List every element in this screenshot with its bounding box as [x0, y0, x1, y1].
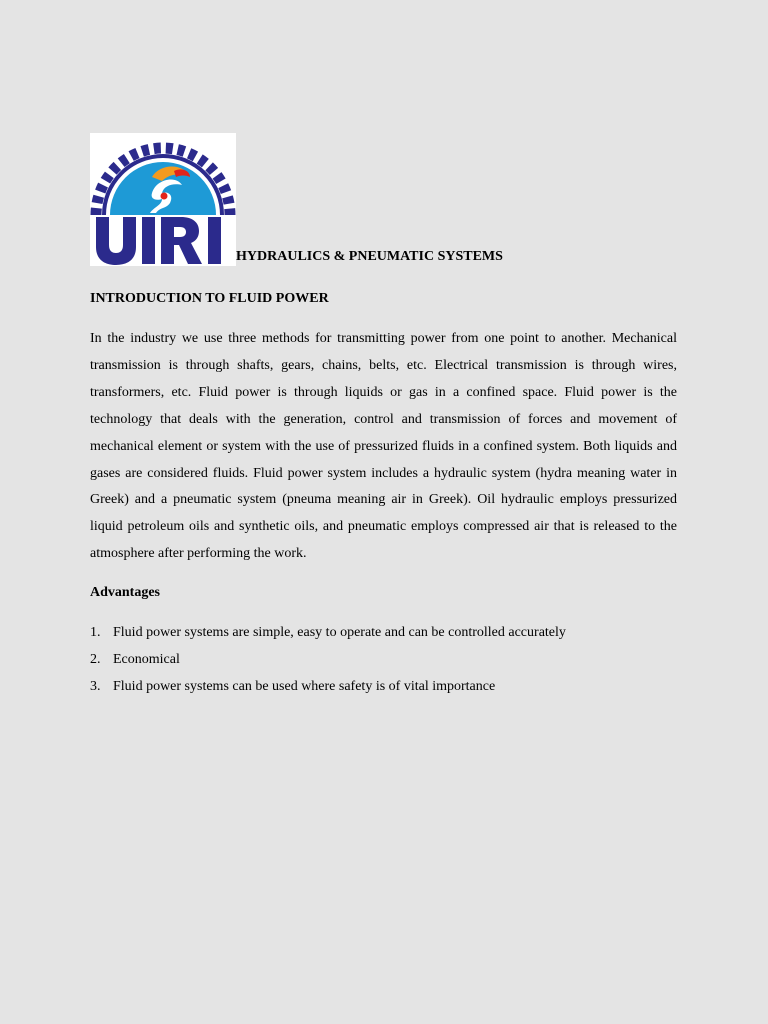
- list-item-number: 3.: [90, 679, 101, 694]
- list-item: [90, 673, 677, 700]
- list-item: [90, 619, 677, 646]
- list-item-text: Fluid power systems can be used where safety is of vital importance: [113, 679, 496, 694]
- list-item-text: Economical: [113, 652, 180, 667]
- section-heading-advantages: Advantages: [90, 585, 161, 600]
- list-item: [90, 646, 677, 673]
- uiri-logo: [90, 133, 236, 266]
- document-title: HYDRAULICS & PNEUMATIC SYSTEMS: [236, 249, 503, 264]
- intro-paragraph: In the industry we use three methods for transmitting power from one point to another. Mechanical transmission is through shafts, gears, chains, belts, etc. Electrical transmission is through wires, transformers, etc. Fluid power is through liquids or gas in a confined space. Fluid power is the technology that deals with the generation, control and transmission of forces and movement of mechanical element or system with the use of pressurized fluids in a confined system. Both liquids and gases are considered fluids. Fluid power system includes a hydraulic system (hydra meaning water in Greek) and a pneumatic system (pneuma meaning air in Greek). Oil hydraulic employs pressurized liquid petroleum oils and synthetic oils, and pneumatic employs compressed air that is released to the atmosphere after performing the work.: [90, 331, 677, 562]
- document-header: [90, 132, 503, 266]
- list-item-text: Fluid power systems are simple, easy to operate and can be controlled accurately: [113, 625, 566, 640]
- section-heading-intro: INTRODUCTION TO FLUID POWER: [90, 291, 329, 306]
- advantages-list: [90, 619, 677, 700]
- list-item-number: 2.: [90, 652, 101, 667]
- list-item-number: 1.: [90, 625, 101, 640]
